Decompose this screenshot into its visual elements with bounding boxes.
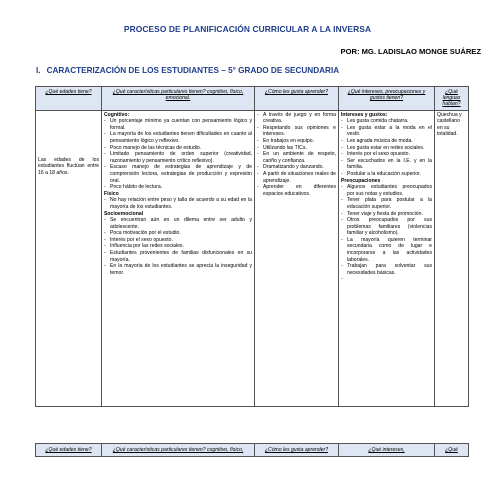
list-item: - Un porcentaje mínimo ya cuentan con pensamiento lógico y formal. [104, 118, 252, 131]
concerns-list [341, 184, 432, 276]
cell-characteristics [102, 110, 255, 406]
emotional-title: Socioemocional [104, 210, 144, 217]
list-item: - Les gusta estar a la moda en el vestir. [341, 125, 432, 138]
header-learning: ¿Cómo les gusta aprender? [255, 87, 339, 111]
list-item: - En la mayoría de los estudiantes se aprecia la inseguridad y temor. [104, 263, 252, 276]
characterization-table [35, 86, 469, 407]
cell-ages: Las edades de los estudiantes fluctúan entre 16 a 18 años. [36, 110, 102, 406]
interests-title: Intereses y gustos: [341, 111, 388, 118]
list-item: - Escaso manejo de estrategias de aprendizaje y de comprensión lectora, estrategias de producción y expresión oral. [104, 164, 252, 184]
list-item: - Otros preocupados por sus problemas familiares (violencias familiar y alcoholismo). [341, 217, 432, 237]
list-item: - En un ambiente de respeto, cariño y confianza. [257, 151, 336, 164]
physical-title: Físico [104, 190, 119, 197]
list-item: - Interés por el sexo opuesto. [341, 151, 432, 158]
list-item: - Ser escuchados en la I.E. y en la familia. [341, 158, 432, 171]
list-item: - En trabajos en equipo. [257, 138, 336, 145]
table-header-row [36, 87, 469, 111]
footer-header-characteristics: ¿Qué características particulares tienen? cognitivo, físico, [102, 444, 255, 457]
list-item: - Aprender en diferentes espacios educativos. [257, 184, 336, 197]
list-item: - Interés por el sexo opuesto. [104, 237, 252, 244]
list-item: - A través de juego y en forma creativa. [257, 112, 336, 125]
footer-header-interests: ¿Qué intereses, [339, 444, 435, 457]
author-line: POR: MG. LADISLAO MONGE SUÁREZ [340, 47, 481, 56]
emotional-list [104, 217, 252, 276]
list-item: - Respetando sus opiniones e intereses. [257, 125, 336, 138]
list-item: - Limitado pensamiento de orden superior (creatividad, razonamiento y pensamiento crítico reflexivo). [104, 151, 252, 164]
header-interests: ¿Qué intereses, preocupaciones y gustos tienen? [339, 87, 435, 111]
list-item: - Estudiantes provenientes de familias disfuncionales en su mayoría. [104, 250, 252, 263]
cell-languages: Quechua y castellano en su totalidad. [435, 110, 469, 406]
footer-header-languages: ¿Qué [435, 444, 469, 457]
footer-header-learning: ¿Cómo les gusta aprender? [255, 444, 339, 457]
list-item: - Les gusta estar en redes sociales. [341, 145, 432, 152]
list-item: - Les gusta comida chatarra. [341, 118, 432, 125]
cognitive-list [104, 118, 252, 191]
footer-header-ages: ¿Qué edades tiene? [36, 444, 102, 457]
list-item: - Poco hábito de lectura. [104, 184, 252, 191]
list-item: - Se encuentran aún en un dilema entre ser adulto y adolescente. [104, 217, 252, 230]
list-item: - Les agrada música de moda. [341, 138, 432, 145]
concerns-title: Preocupaciones [341, 177, 381, 184]
section-title: CARACTERIZACIÓN DE LOS ESTUDIANTES – 5° GRADO DE SECUNDARIA [46, 66, 340, 75]
list-item: - Algunos estudiantes preocupados por sus notas y estudios. [341, 184, 432, 197]
list-item: - Poco manejo de las técnicas de estudio. [104, 145, 252, 152]
cell-learning [255, 110, 339, 406]
document-title: PROCESO DE PLANIFICACIÓN CURRICULAR A LA INVERSA [123, 24, 372, 34]
list-item: - Influencia por las redes sociales. [104, 243, 252, 250]
header-languages: ¿Qué lenguas hablan? [435, 87, 469, 111]
physical-list [104, 197, 252, 210]
list-item: - Postular a la educación superior. [341, 171, 432, 178]
section-heading [36, 66, 339, 75]
list-item: - No hay relación entre peso y talla de acuerdo a su edad en la mayoría de los estudiantes. [104, 197, 252, 210]
interests-list [341, 118, 432, 177]
list-item: - Utilizando las TICs. [257, 145, 336, 152]
list-item: - La mayoría de los estudiantes tienen dificultades en cuanto al pensamiento lógico y reflexivo. [104, 131, 252, 144]
list-item: - Trabajan para solventar sus necesidades básicas. [341, 263, 432, 276]
header-ages: ¿Qué edades tiene? [36, 87, 102, 111]
list-item: - Tener viaje y fiesta de promoción. [341, 211, 432, 218]
section-number: I. [36, 66, 41, 75]
list-item: - La mayoría quieren terminar secundaria como de lugar e incorporarse a las actividades laborales. [341, 237, 432, 263]
list-item: - Dramatizando y danzando. [257, 164, 336, 171]
cell-interests [339, 110, 435, 406]
learning-list [257, 112, 336, 198]
list-item: - Tener plata para postular a la educación superior. [341, 197, 432, 210]
repeated-header-row [35, 443, 469, 457]
header-characteristics: ¿Qué características particulares tienen? cognitivo, físico, emocional. [102, 87, 255, 111]
list-item: - Poca motivación por el estudio. [104, 230, 252, 237]
list-item: - A partir de situaciones reales de aprendizaje. [257, 171, 336, 184]
cognitive-title: Cognitivo: [104, 111, 130, 118]
table-row [36, 110, 469, 406]
